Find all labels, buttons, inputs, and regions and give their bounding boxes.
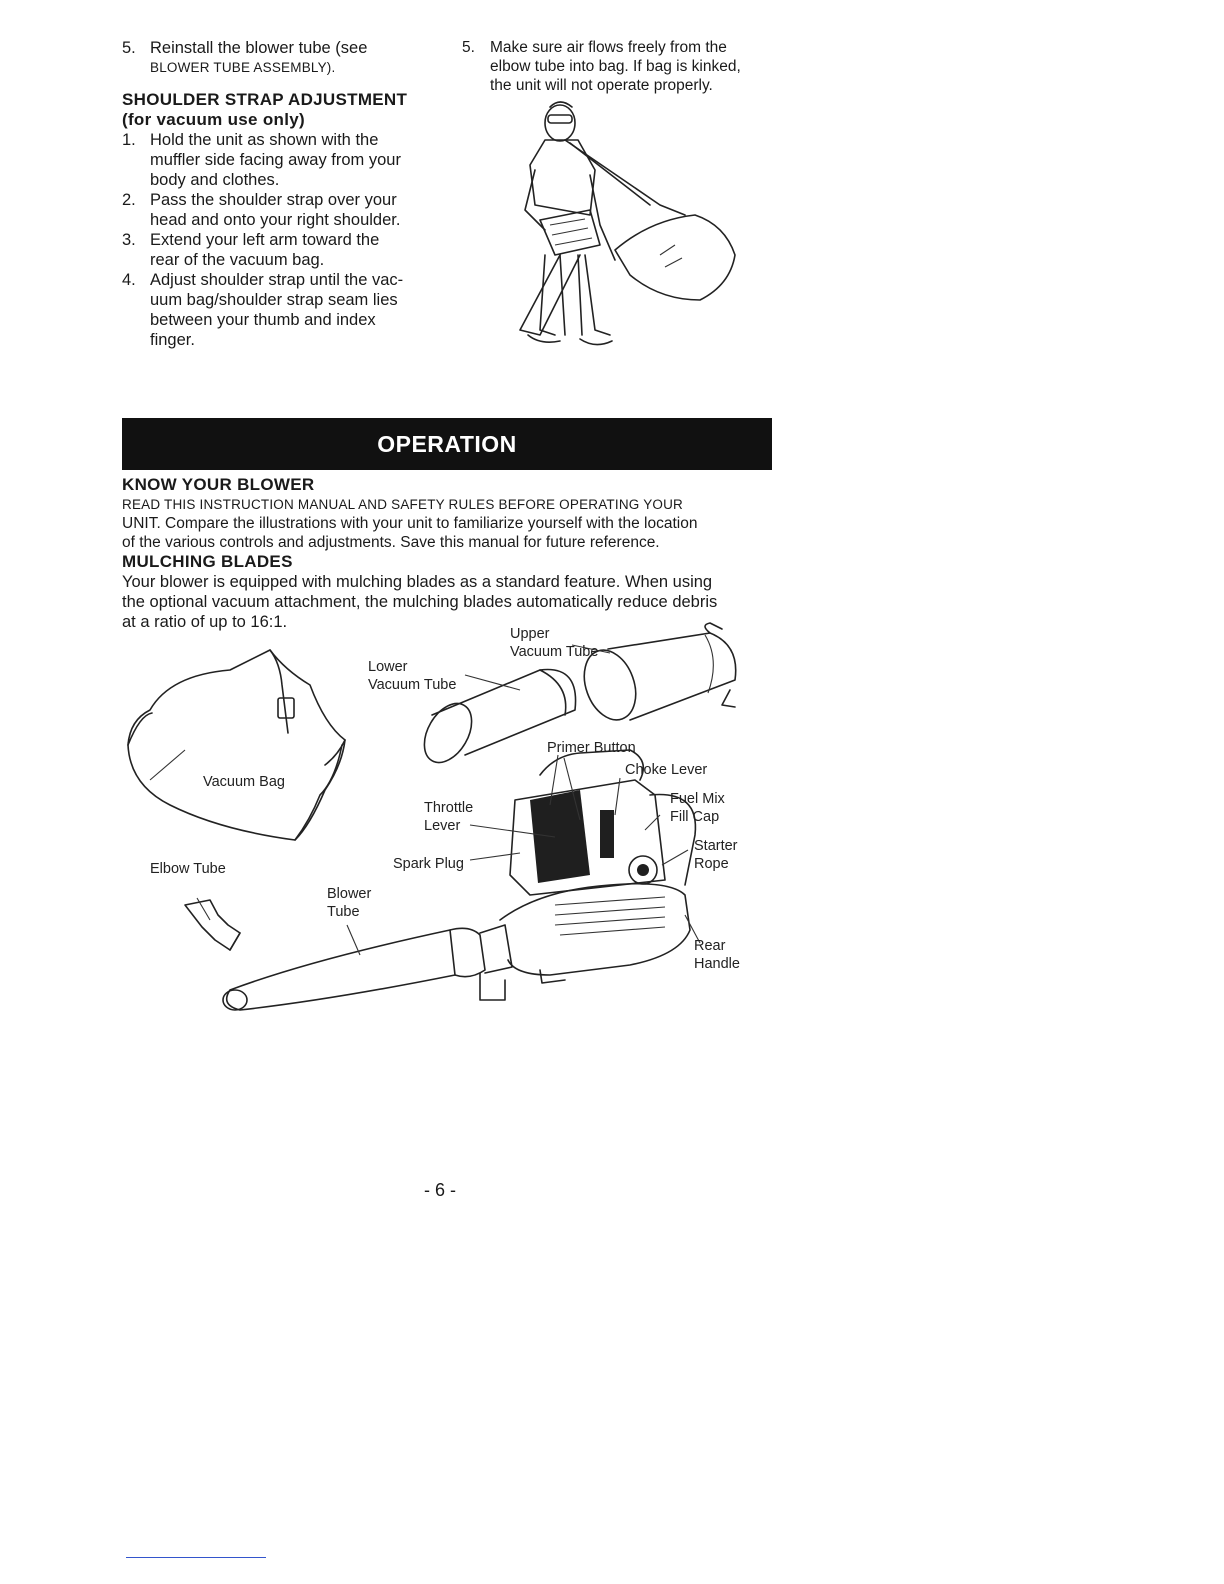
fuel-mix-fill-cap-label	[670, 790, 725, 826]
vacuum-bag-label: Vacuum Bag	[203, 774, 285, 790]
vacuum-bag-drawing	[128, 650, 345, 840]
label-line: Vacuum Tube	[510, 644, 599, 660]
right-column-step-5	[462, 38, 782, 95]
know-line: UNIT. Compare the illustrations with your unit to familiarize yourself with the location	[122, 515, 698, 532]
mulch-line: the optional vacuum attachment, the mulching blades automatically reduce debris	[122, 593, 718, 611]
step-reference: BLOWER TUBE ASSEMBLY).	[150, 60, 336, 75]
label-line: Tube	[327, 904, 360, 920]
label-line: Blower	[327, 886, 372, 902]
label-line: Starter	[694, 838, 738, 854]
mulching-blades-heading: MULCHING BLADES	[122, 552, 293, 571]
choke-lever-label: Choke Lever	[625, 762, 708, 778]
upper-vacuum-tube-drawing	[575, 623, 736, 727]
step-line: the unit will not operate properly.	[490, 77, 713, 94]
step-number: 3.	[122, 231, 136, 249]
step-line: Adjust shoulder strap until the vac-	[150, 271, 404, 289]
step-line: uum bag/shoulder strap seam lies	[150, 291, 398, 309]
list-item	[122, 130, 452, 190]
step-line: head and onto your right shoulder.	[150, 211, 401, 229]
label-line: Fill Cap	[670, 809, 720, 825]
blower-parts-diagram	[110, 615, 790, 1035]
step-text: Reinstall the blower tube (see	[150, 39, 368, 57]
throttle-lever-label	[424, 799, 473, 835]
page-number: - 6 -	[423, 1180, 456, 1200]
step-line: Pass the shoulder strap over your	[150, 191, 397, 209]
step-5-reinstall	[122, 38, 452, 78]
label-line: Lower	[368, 659, 408, 675]
label-line: Vacuum Tube	[368, 677, 457, 693]
step-number: 1.	[122, 131, 136, 149]
step-line: between your thumb and index	[150, 311, 376, 329]
know-caps-line: READ THIS INSTRUCTION MANUAL AND SAFETY RULES BEFORE OPERATING YOUR	[122, 497, 683, 512]
upper-vacuum-tube-label	[510, 625, 598, 661]
step-line: rear of the vacuum bag.	[150, 251, 325, 269]
know-your-blower-section	[122, 475, 782, 632]
list-item	[122, 190, 452, 230]
step-number: 5.	[462, 39, 475, 56]
step-line: finger.	[150, 331, 195, 349]
list-item	[122, 230, 452, 270]
step-line: Make sure air flows freely from the	[490, 39, 727, 56]
left-column	[122, 38, 452, 350]
spark-plug-label: Spark Plug	[393, 856, 464, 872]
elbow-tube-label: Elbow Tube	[150, 861, 226, 877]
rear-handle-label	[694, 937, 740, 973]
step-number: 2.	[122, 191, 136, 209]
list-item	[122, 270, 452, 350]
operator-with-vacuum-illustration	[500, 95, 750, 370]
lower-vacuum-tube-label	[368, 658, 456, 694]
label-line: Upper	[510, 626, 550, 642]
step-line: elbow tube into bag. If bag is kinked,	[490, 58, 741, 75]
operation-section-bar: OPERATION	[122, 418, 772, 470]
step-line: muffler side facing away from your	[150, 151, 401, 169]
elbow-tube-drawing	[185, 900, 240, 950]
label-line: Rear	[694, 938, 726, 954]
label-line: Throttle	[424, 800, 474, 816]
step-number: 4.	[122, 271, 136, 289]
shoulder-strap-heading: SHOULDER STRAP ADJUSTMENT	[122, 90, 408, 109]
mulch-line: at a ratio of up to 16:1.	[122, 613, 288, 631]
label-line: Handle	[694, 956, 740, 972]
primer-button-label: Primer Button	[547, 740, 636, 756]
label-line: Lever	[424, 818, 461, 834]
shoulder-strap-subheading: (for vacuum use only)	[122, 110, 305, 129]
step-number: 5.	[122, 39, 136, 57]
know-your-blower-heading: KNOW YOUR BLOWER	[122, 475, 315, 494]
step-line: body and clothes.	[150, 171, 280, 189]
mulch-line: Your blower is equipped with mulching blades as a standard feature. When using	[122, 573, 713, 591]
footer-rule	[126, 1557, 266, 1558]
shoulder-strap-steps	[122, 130, 452, 350]
starter-rope-label	[694, 837, 738, 873]
know-line: of the various controls and adjustments. Save this manual for future reference.	[122, 534, 660, 551]
step-line: Hold the unit as shown with the	[150, 131, 379, 149]
label-line: Fuel Mix	[670, 791, 725, 807]
blower-body-drawing	[223, 750, 695, 1010]
blower-tube-label	[327, 885, 371, 921]
label-line: Rope	[694, 856, 729, 872]
step-line: Extend your left arm toward the	[150, 231, 380, 249]
